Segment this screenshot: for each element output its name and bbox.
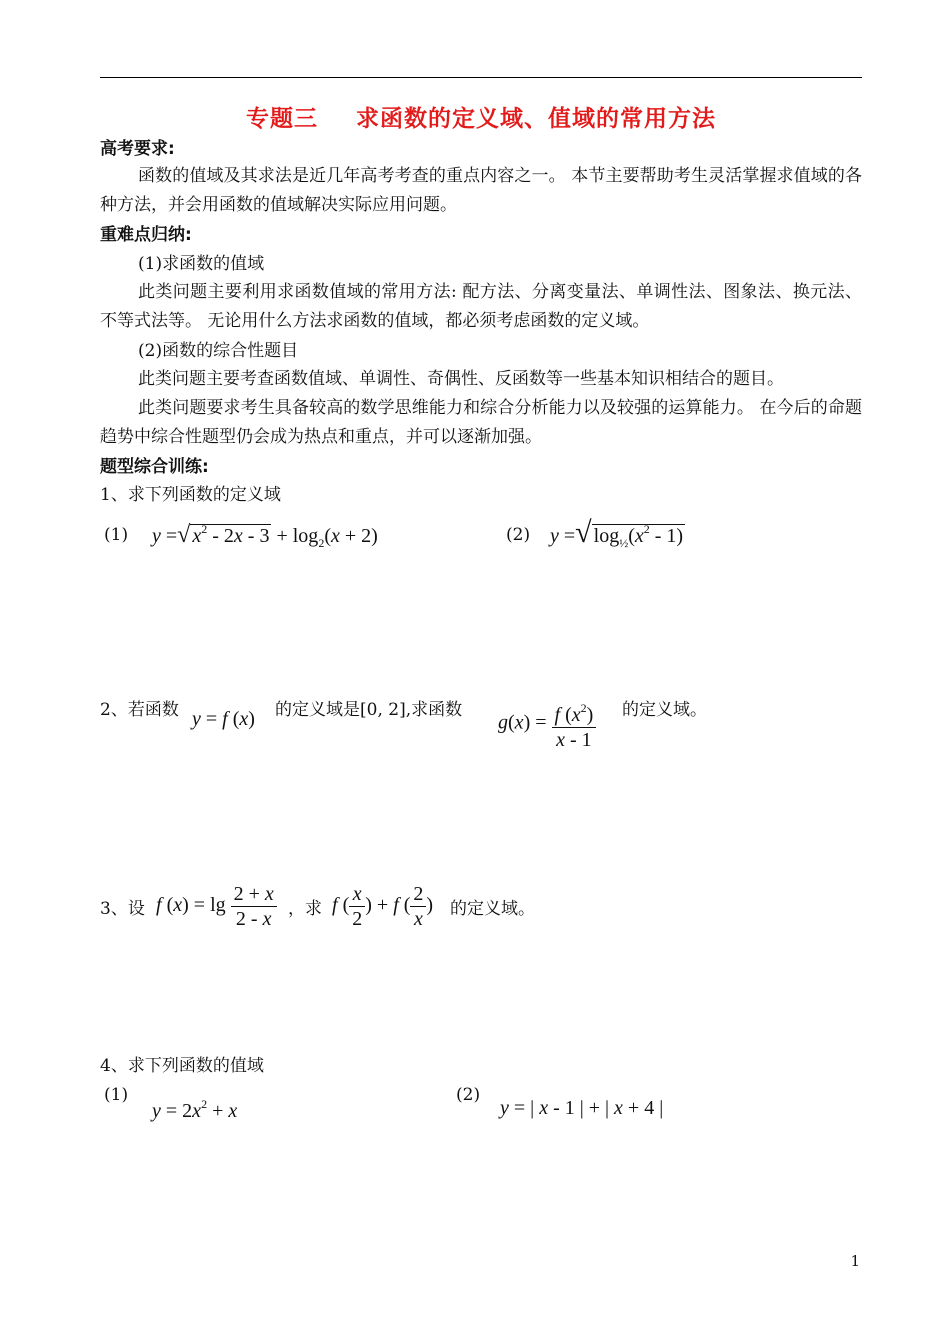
- problem-4b-label: (2): [456, 1085, 481, 1105]
- title-topic-number: 专题三: [246, 106, 318, 132]
- requirements-text: 函数的值域及其求法是近几年高考考查的重点内容之一。 本节主要帮助考生灵活掌握求值域的各种方法，并会用函数的值域解决实际应用问题。: [100, 166, 862, 215]
- key-point-2-text-1: 此类问题主要考查函数值域、单调性、奇偶性、反函数等一些基本知识相结合的题目。: [138, 369, 784, 389]
- key-point-1-text: 此类问题主要利用求函数值域的常用方法: 配方法、分离变量法、单调性法、图象法、换元法、不等式法等。 无论用什么方法求函数的值域，都必须考虑函数的定义域。: [100, 282, 862, 331]
- problem-2-text-c: 的定义域。: [622, 700, 707, 720]
- key-point-2-label: (2)函数的综合性题目: [138, 341, 299, 361]
- problem-4-text: 4、求下列函数的值域: [100, 1056, 264, 1076]
- page-title: [100, 100, 862, 133]
- problem-1a-formula: y =√ $x^2 - 2x - 3 + \log_2(x + 2)$: [152, 522, 378, 550]
- problem-3-text-b: ，求: [288, 899, 322, 919]
- training-heading: 题型综合训练:: [100, 457, 209, 477]
- problem-1b-formula: y =√ $\log_{\frac{1}{2}}(x^2 - 1)$: [550, 516, 684, 550]
- problem-1b-label: (2): [506, 525, 531, 545]
- problem-4a-label: (1): [104, 1085, 129, 1105]
- problem-3-expression: f ( $\frac{x}{2}$ ) + f ( $\frac{2}{x}$ ): [332, 883, 434, 930]
- problem-3-text-c: 的定义域。: [450, 899, 535, 919]
- problem-1-text: 1、求下列函数的定义域: [100, 485, 281, 505]
- problem-2-function-g: g(x) = $\frac{f (x^2)}{x - 1}$: [498, 696, 596, 752]
- problem-3-function-f: f (x) = lg $\frac{2 + x}{2 - x}$: [156, 882, 277, 931]
- key-point-2-text-2: 此类问题要求考生具备较高的数学思维能力和综合分析能力以及较强的运算能力。 在今后的命题趋势中综合性题型仍会成为热点和重点，并可以逐渐加强。: [100, 398, 862, 447]
- problem-2-function-f: y = f (x): [192, 708, 255, 730]
- top-rule: [100, 77, 862, 78]
- problem-2-text-b: 的定义域是[0, 2],求函数: [275, 700, 463, 720]
- key-point-1-label: (1)求函数的值域: [138, 254, 265, 274]
- requirements-heading: 高考要求:: [100, 139, 175, 159]
- title-topic-name: 求函数的定义域、值域的常用方法: [356, 106, 716, 132]
- problem-4b-formula: y = | x - 1 | + | x + 4 |: [500, 1097, 664, 1119]
- problem-4a-formula: $y = 2x^2 + x$: [152, 1097, 238, 1122]
- problem-2-text-a: 2、若函数: [100, 700, 179, 720]
- key-points-heading: 重难点归纳:: [100, 225, 192, 245]
- problem-1a-label: (1): [104, 525, 129, 545]
- page-number: 1: [850, 1252, 860, 1270]
- problem-3-text-a: 3、设: [100, 899, 145, 919]
